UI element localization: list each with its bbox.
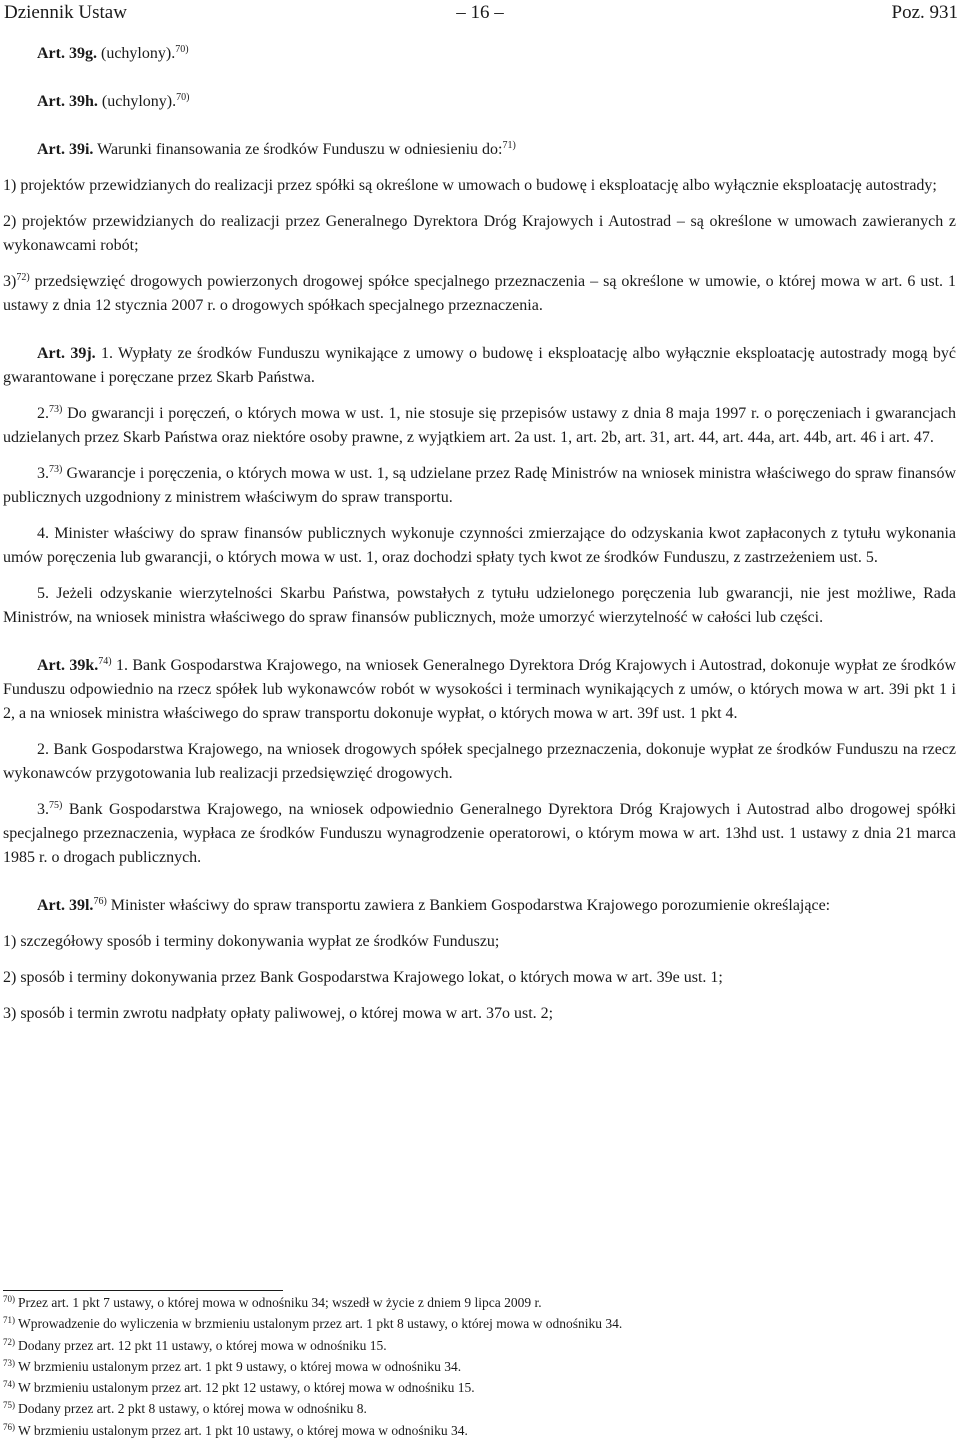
article-text: Warunki finansowania ze środków Funduszu w odniesieniu do: bbox=[97, 141, 503, 158]
paragraph-text: Bank Gospodarstwa Krajowego, na wniosek odpowiednio Generalnego Dyrektora Dróg Krajowych i Autostrad albo drogowej spółki specjalnego przeznaczenia, wypłaca ze środków Funduszu wynagrodzenie operatorowi, o którym mowa w art. 13hd ust. 1 ustawy z dnia 21 marca 1985 r. o drogach publicznych. bbox=[3, 801, 956, 866]
footnote bbox=[3, 1356, 956, 1377]
article-39j-paragraph-1 bbox=[3, 342, 956, 390]
footnote bbox=[3, 1377, 956, 1398]
list-item: 3) sposób i termin zwrotu nadpłaty opłaty paliwowej, o której mowa w art. 37o ust. 2; bbox=[3, 1005, 554, 1022]
list-item bbox=[3, 270, 956, 318]
article-label: Art. 39j. bbox=[37, 345, 96, 362]
footnote-text: Wprowadzenie do wyliczenia w brzmieniu ustalonym przez art. 1 pkt 8 ustawy, o której mowa w odnośniku 34. bbox=[18, 1316, 623, 1332]
article-39j-paragraph-3 bbox=[3, 462, 956, 510]
footnote-ref: 73) bbox=[49, 404, 63, 415]
footnote-text: W brzmieniu ustalonym przez art. 1 pkt 10 ustawy, o której mowa w odnośniku 34. bbox=[18, 1422, 468, 1438]
paragraph-number: 3. bbox=[37, 801, 49, 818]
list-item: 2) sposób i terminy dokonywania przez Bank Gospodarstwa Krajowego lokat, o których mowa w art. 39e ust. 1; bbox=[3, 969, 723, 986]
footnote-mark: 75) bbox=[3, 1400, 15, 1411]
article-label: Art. 39i. bbox=[37, 141, 94, 158]
article-39h bbox=[3, 90, 956, 114]
article-39i-intro bbox=[3, 138, 956, 162]
footnote-ref: 75) bbox=[49, 800, 63, 811]
footnote-mark: 73) bbox=[3, 1357, 15, 1368]
position-number: Poz. 931 bbox=[891, 2, 958, 23]
paragraph-number: 3. bbox=[37, 465, 49, 482]
footnote-text: Dodany przez art. 12 pkt 11 ustawy, o której mowa w odnośniku 15. bbox=[18, 1337, 387, 1353]
paragraph-text: 1. Bank Gospodarstwa Krajowego, na wniosek Generalnego Dyrektora Dróg Krajowych i Autostrad, dokonuje wypłat ze środków Funduszu odpowiednio na rzecz spółek lub wykonawców robót w wysokości i terminach wynikających z umów, o których mowa w art. 39i pkt 1 i 2, a na wniosek ministra właściwego do spraw transportu dokonuje wypłat, o których mowa w art. 39f ust. 1 pkt 4. bbox=[3, 657, 957, 722]
article-39k-paragraph-3 bbox=[3, 798, 956, 870]
article-39j-paragraph-2 bbox=[3, 402, 956, 450]
footnote bbox=[3, 1313, 956, 1334]
article-label: Art. 39k. bbox=[37, 657, 99, 674]
paragraph-number: 2. bbox=[37, 405, 49, 422]
article-label: Art. 39l. bbox=[37, 897, 94, 914]
footnote-ref: 70) bbox=[175, 44, 189, 55]
footnote-divider bbox=[3, 1290, 283, 1291]
article-text: Minister właściwy do spraw transportu zawiera z Bankiem Gospodarstwa Krajowego porozumienie określające: bbox=[110, 897, 831, 914]
page-number: – 16 – bbox=[456, 2, 504, 23]
footnote-ref: 73) bbox=[49, 464, 63, 475]
item-text: przedsięwzięć drogowych powierzonych drogowej spółce specjalnego przeznaczenia – są określone w umowie, o której mowa w art. 6 ust. 1 ustawy z dnia 12 stycznia 2007 r. o drogowych spółkach specjalnego przeznaczenia. bbox=[3, 273, 957, 314]
article-label: Art. 39g. bbox=[37, 45, 97, 62]
footnote bbox=[3, 1292, 956, 1313]
footnote-text: W brzmieniu ustalonym przez art. 12 pkt 12 ustawy, o której mowa w odnośniku 15. bbox=[18, 1380, 475, 1396]
item-number: 3) bbox=[3, 273, 17, 290]
article-39k-paragraph-1 bbox=[3, 654, 956, 726]
article-label: Art. 39h. bbox=[37, 93, 98, 110]
list-item: 1) projektów przewidzianych do realizacji przez spółki są określone w umowach o budowę i eksploatację albo wyłącznie eksploatację autostrady; bbox=[3, 177, 937, 194]
article-39k-paragraph-2: 2. Bank Gospodarstwa Krajowego, na wniosek drogowych spółek specjalnego przeznaczenia, dokonuje wypłat ze środków Funduszu na rzecz wykonawców przygotowania lub realizacji przedsięwzięć drogowych. bbox=[3, 741, 956, 782]
article-39g bbox=[3, 42, 956, 66]
footnote-ref: 70) bbox=[176, 92, 190, 103]
article-text: (uchylony). bbox=[101, 93, 177, 110]
journal-title: Dziennik Ustaw bbox=[4, 2, 127, 23]
paragraph-text: 1. Wypłaty ze środków Funduszu wynikające z umowy o budowę i eksploatację albo wyłącznie eksploatację autostrady mogą być gwarantowane i poręczane przez Skarb Państwa. bbox=[3, 345, 957, 386]
footnote-ref: 71) bbox=[502, 140, 516, 151]
footnote-ref: 76) bbox=[93, 896, 107, 907]
footnote-mark: 72) bbox=[3, 1336, 15, 1347]
footnote-ref: 72) bbox=[16, 272, 30, 283]
footnote-mark: 74) bbox=[3, 1379, 15, 1390]
paragraph-text: Do gwarancji i poręczeń, o których mowa w ust. 1, nie stosuje się przepisów ustawy z dnia 8 maja 1997 r. o poręczeniach i gwarancjach udzielanych przez Skarb Państwa oraz niektóre osoby prawne, z wyjątkiem art. 2a ust. 1, art. 2b, art. 31, art. 44, art. 44a, art. 44b, art. 46 i art. 47. bbox=[3, 405, 957, 446]
list-item: 1) szczegółowy sposób i terminy dokonywania wypłat ze środków Funduszu; bbox=[3, 933, 500, 950]
footnote bbox=[3, 1335, 956, 1356]
article-39j-paragraph-5: 5. Jeżeli odzyskanie wierzytelności Skarbu Państwa, powstałych z tytułu udzielonego poręczenia lub gwarancji, nie jest możliwe, Rada Ministrów, na wniosek ministra właściwego do spraw finansów publicznych, może umorzyć wierzytelność w całości lub części. bbox=[3, 585, 956, 626]
article-text: (uchylony). bbox=[100, 45, 176, 62]
footnotes bbox=[3, 1292, 956, 1441]
list-item: 2) projektów przewidzianych do realizacji przez Generalnego Dyrektora Dróg Krajowych i Autostrad – są określone w umowach zawieranych z wykonawcami robót; bbox=[3, 213, 956, 254]
footnote-ref: 74) bbox=[98, 656, 112, 667]
footnote-text: Dodany przez art. 2 pkt 8 ustawy, o której mowa w odnośniku 8. bbox=[18, 1401, 367, 1417]
page-header bbox=[0, 0, 960, 26]
article-39l-intro bbox=[3, 894, 956, 918]
footnote-text: W brzmieniu ustalonym przez art. 1 pkt 9 ustawy, o której mowa w odnośniku 34. bbox=[18, 1358, 462, 1374]
footnote-mark: 76) bbox=[3, 1421, 15, 1432]
paragraph-text: Gwarancje i poręczenia, o których mowa w ust. 1, są udzielane przez Radę Ministrów na wniosek ministra właściwego do spraw finansów publicznych uzgodniony z ministrem właściwym do spraw transportu. bbox=[3, 465, 957, 506]
footnote bbox=[3, 1420, 956, 1441]
footnote-mark: 71) bbox=[3, 1315, 15, 1326]
footnote bbox=[3, 1398, 956, 1419]
footnote-mark: 70) bbox=[3, 1294, 15, 1304]
document-body bbox=[3, 42, 956, 1026]
article-39j-paragraph-4: 4. Minister właściwy do spraw finansów publicznych wykonuje czynności zmierzające do odzyskania kwot zapłaconych z tytułu wykonania umów poręczenia lub gwarancji, o których mowa w ust. 1, oraz dochodzi spłaty tych kwot ze środków Funduszu, z zastrzeżeniem ust. 5. bbox=[3, 525, 956, 566]
footnote-text: Przez art. 1 pkt 7 ustawy, o której mowa w odnośniku 34; wszedł w życie z dniem 9 lipca 2009 r. bbox=[18, 1295, 542, 1310]
